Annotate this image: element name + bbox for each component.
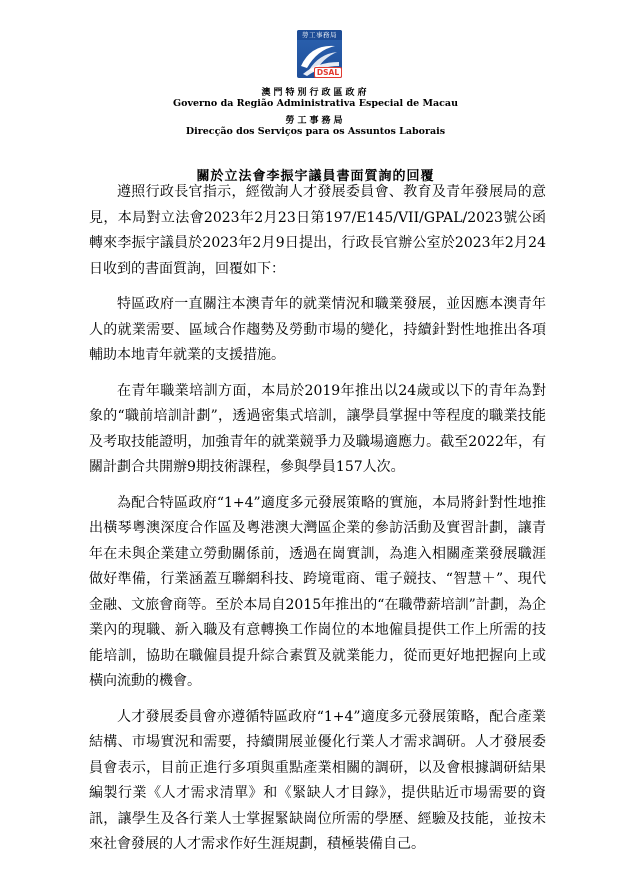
bureau-name-zh: 勞工事務局 [285, 116, 346, 126]
paragraph: 特區政府一直關注本澳青年的就業情況和職業發展，並因應本澳青年人的就業需要、區域合作趨勢及勞動市場的變化，持續針對性地推出各項輔助本地青年就業的支援措施。 [89, 296, 546, 363]
government-name-pt: Governo da Região Administrativa Especial de Macau [173, 98, 458, 109]
paragraph: 為配合特區政府“1+4”適度多元發展策略的實施，本局將針對性地推出橫琴粵澳深度合作區及粵港澳大灣區企業的參訪活動及實習計劃，讓青年在未與企業建立勞動關係前，透過在崗實訓，為進入相關產業發展職涯做好準備，行業涵蓋互聯網科技、跨境電商、電子競技、“智慧＋”、現代金融、文旅會商等。至於本局自2015年推出的“在職帶薪培訓”計劃，為企業內的現職、新入職及有意轉換工作崗位的本地僱員提供工作上所需的技能培訓，協助在職僱員提升綜合素質及就業能力，從而更好地把握向上或橫向流動的機會。 [89, 494, 546, 689]
bureau-name-pt: Direcção dos Serviços para os Assuntos Laborais [185, 126, 446, 137]
paragraph: 遵照行政長官指示，經徵詢人才發展委員會、教育及青年發展局的意見，本局對立法會2023年2月23日第197/E145/VII/GPAL/2023號公函轉來李振宇議員於2023年2月9日提出，行政長官辦公室於2023年2月24日收到的書面質詢，回覆如下： [89, 184, 546, 277]
document-title: 關於立法會李振宇議員書面質詢的回覆 [196, 169, 435, 184]
paragraph: 人才發展委員會亦遵循特區政府“1+4”適度多元發展策略，配合產業結構、市場實況和需要，持續開展並優化行業人才需求調研。人才發展委員會表示，目前正進行多項與重點產業相關的調研，以及會根據調研結果編製行業《人才需求清單》和《緊缺人才目錄》，提供貼近市場需要的資訊，讓學生及各行業人士掌握緊缺崗位所需的學歷、經驗及技能，並按未來社會發展的人才需求作好生涯規劃，積極裝備自己。 [89, 708, 546, 852]
logo-band-text: 勞工事務局 [297, 30, 342, 40]
government-name-zh: 澳門特別行政區政府 [261, 88, 370, 98]
logo-abbr: DSAL [314, 67, 342, 78]
document-body [89, 180, 546, 868]
paragraph: 在青年職業培訓方面，本局於2019年推出以24歲或以下的青年為對象的“職前培訓計劃”，透過密集式培訓，讓學員掌握中等程度的職業技能及考取技能證明，加強青年的就業競爭力及職場適應力。截至2022年，有關計劃合共開辦9期技術課程，參與學員157人次。 [89, 382, 546, 475]
